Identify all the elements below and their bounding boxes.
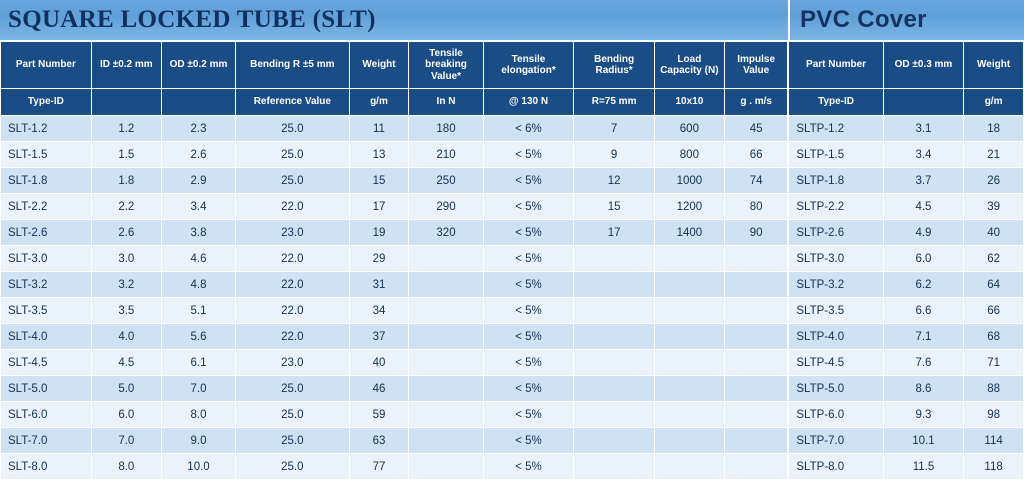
table-cell: 11 [349,116,409,142]
table-cell: SLT-1.8 [1,168,92,194]
table-cell: SLT-3.2 [1,272,92,298]
table-cell: < 5% [483,168,574,194]
table-cell: 10.1 [883,428,963,454]
table-cell [654,246,724,272]
table-cell [654,324,724,350]
table-cell: 17 [574,220,654,246]
table-cell: SLTP-4.0 [788,324,883,350]
table-cell: 25.0 [236,402,349,428]
table-cell [724,246,788,272]
subheader-od [161,89,235,116]
table-cell [724,350,788,376]
table-cell: 90 [724,220,788,246]
table-row [1,298,1024,324]
table-cell: 2.3 [161,116,235,142]
table-cell: 4.0 [91,324,161,350]
table-cell [724,324,788,350]
table-cell: 22.0 [236,298,349,324]
table-cell: SLT-2.2 [1,194,92,220]
table-cell: 62 [964,246,1024,272]
table-cell: < 5% [483,142,574,168]
subheader-pvc-od [883,89,963,116]
table-cell: 22.0 [236,246,349,272]
table-cell [654,376,724,402]
table-cell: 5.0 [91,376,161,402]
table-cell: 2.9 [161,168,235,194]
table-cell: 3.7 [883,168,963,194]
table-cell: 71 [964,350,1024,376]
table-cell: 7 [574,116,654,142]
table-cell [574,324,654,350]
table-cell [409,298,483,324]
table-cell [574,272,654,298]
col-header-bending-radius: Bending Radius* [574,42,654,89]
table-cell: < 5% [483,194,574,220]
table-cell: SLT-6.0 [1,402,92,428]
table-cell [724,298,788,324]
table-row [1,350,1024,376]
table-cell: 4.9 [883,220,963,246]
table-cell: SLTP-1.2 [788,116,883,142]
subheader-id [91,89,161,116]
table-cell: 11.5 [883,454,963,480]
subheader-elongation-cond: @ 130 N [483,89,574,116]
table-row [1,428,1024,454]
table-cell [574,246,654,272]
table-cell: 320 [409,220,483,246]
table-cell: 9 [574,142,654,168]
col-header-part-number: Part Number [1,42,92,89]
table-cell: < 5% [483,298,574,324]
table-cell: SLT-3.0 [1,246,92,272]
subheader-reference-value: Reference Value [236,89,349,116]
subheader-tensile-unit: In N [409,89,483,116]
table-cell: 8.6 [883,376,963,402]
table-cell [654,428,724,454]
table-cell: 22.0 [236,272,349,298]
col-header-tensile-breaking-value: Tensile breaking Value* [409,42,483,89]
table-cell [724,402,788,428]
table-cell: SLTP-8.0 [788,454,883,480]
table-cell: 6.0 [883,246,963,272]
table-cell: 3.8 [161,220,235,246]
table-cell: 114 [964,428,1024,454]
table-cell: 1200 [654,194,724,220]
table-cell [409,246,483,272]
table-cell [409,376,483,402]
table-cell: < 5% [483,246,574,272]
table-head [1,42,1024,116]
table-row [1,194,1024,220]
table-cell: SLT-3.5 [1,298,92,324]
table-cell: 10.0 [161,454,235,480]
table-cell: 118 [964,454,1024,480]
table-cell: SLT-1.2 [1,116,92,142]
table-cell: 3.5 [91,298,161,324]
table-cell: 15 [574,194,654,220]
table-cell: 39 [964,194,1024,220]
table-cell: 7.0 [161,376,235,402]
table-cell: 25.0 [236,428,349,454]
table-cell: 210 [409,142,483,168]
table-cell [409,272,483,298]
table-cell [409,402,483,428]
table-cell: 2.6 [161,142,235,168]
table-cell: SLT-2.6 [1,220,92,246]
title-left-section [0,0,790,40]
table-cell: < 5% [483,428,574,454]
table-cell: 80 [724,194,788,220]
table-cell: < 6% [483,116,574,142]
table-cell: 6.6 [883,298,963,324]
table-cell: 23.0 [236,350,349,376]
col-header-id: ID ±0.2 mm [91,42,161,89]
title-bar [0,0,1024,41]
table-cell: 13 [349,142,409,168]
table-cell [409,454,483,480]
table-cell: 3.4 [883,142,963,168]
table-cell: 5.1 [161,298,235,324]
table-cell: SLT-4.0 [1,324,92,350]
table-cell: < 5% [483,324,574,350]
table-cell: < 5% [483,220,574,246]
table-cell: < 5% [483,272,574,298]
table-cell: 15 [349,168,409,194]
table-cell: 600 [654,116,724,142]
table-cell: 1.5 [91,142,161,168]
table-cell: 8.0 [161,402,235,428]
table-cell: 3.4 [161,194,235,220]
table-row [1,246,1024,272]
table-cell [654,298,724,324]
table-cell: < 5% [483,350,574,376]
table-cell: SLTP-7.0 [788,428,883,454]
table-cell [409,428,483,454]
table-cell: 37 [349,324,409,350]
table-cell: 45 [724,116,788,142]
table-cell: 68 [964,324,1024,350]
table-cell [724,376,788,402]
table-cell: 88 [964,376,1024,402]
table-cell: 18 [964,116,1024,142]
col-header-tensile-elongation: Tensile elongation* [483,42,574,89]
col-header-od: OD ±0.2 mm [161,42,235,89]
table-cell: 7.6 [883,350,963,376]
table-cell: 250 [409,168,483,194]
table-cell: SLTP-3.2 [788,272,883,298]
table-cell: SLTP-5.0 [788,376,883,402]
table-cell [574,454,654,480]
col-header-impulse-value: Impulse Value [724,42,788,89]
table-cell: 12 [574,168,654,194]
table-cell: SLT-5.0 [1,376,92,402]
subheader-pvc-type-id: Type-ID [788,89,883,116]
table-row [1,142,1024,168]
table-cell: 4.8 [161,272,235,298]
col-header-load-capacity: Load Capacity (N) [654,42,724,89]
table-cell: 40 [349,350,409,376]
table-cell: 4.6 [161,246,235,272]
table-cell: 64 [964,272,1024,298]
table-cell: 29 [349,246,409,272]
table-cell: 21 [964,142,1024,168]
table-cell: 1.2 [91,116,161,142]
table-cell: 22.0 [236,194,349,220]
table-cell: 1000 [654,168,724,194]
table-cell: 7.0 [91,428,161,454]
table-row [1,116,1024,142]
table-cell [654,402,724,428]
table-cell: 2.6 [91,220,161,246]
table-cell: 25.0 [236,116,349,142]
page-title-left: SQUARE LOCKED TUBE (SLT) [8,6,376,33]
table-cell: 2.2 [91,194,161,220]
header-row [1,42,1024,89]
table-cell: < 5% [483,376,574,402]
title-right-section [790,0,1024,40]
table-cell: SLTP-2.6 [788,220,883,246]
table-cell [409,350,483,376]
table-cell: < 5% [483,402,574,428]
table-cell: 19 [349,220,409,246]
col-header-pvc-weight: Weight [964,42,1024,89]
table-cell [654,272,724,298]
table-cell: < 5% [483,454,574,480]
table-cell: 26 [964,168,1024,194]
table-cell: 180 [409,116,483,142]
col-header-weight: Weight [349,42,409,89]
table-cell: 6.2 [883,272,963,298]
table-cell: 46 [349,376,409,402]
subheader-bending-radius-cond: R=75 mm [574,89,654,116]
table-cell [654,454,724,480]
table-cell: SLTP-2.2 [788,194,883,220]
table-cell [574,376,654,402]
table-cell [724,272,788,298]
table-cell: 22.0 [236,324,349,350]
table-cell: SLT-8.0 [1,454,92,480]
table-cell: 25.0 [236,142,349,168]
table-cell: 1.8 [91,168,161,194]
table-cell: 6.0 [91,402,161,428]
table-cell: 4.5 [91,350,161,376]
subheader-load-capacity-cond: 10x10 [654,89,724,116]
table-cell: SLT-1.5 [1,142,92,168]
table-cell: 6.1 [161,350,235,376]
table-cell: 3.1 [883,116,963,142]
table-cell: 66 [724,142,788,168]
table-cell: 7.1 [883,324,963,350]
table-cell [409,324,483,350]
table-cell: 9.3 [883,402,963,428]
table-cell: SLTP-1.8 [788,168,883,194]
table-row [1,376,1024,402]
subheader-row [1,89,1024,116]
table-row [1,168,1024,194]
table-cell [724,428,788,454]
table-cell: 40 [964,220,1024,246]
col-header-bending-r: Bending R ±5 mm [236,42,349,89]
table-cell: 59 [349,402,409,428]
table-cell: SLTP-1.5 [788,142,883,168]
subheader-type-id: Type-ID [1,89,92,116]
table-cell: SLTP-4.5 [788,350,883,376]
table-cell: 77 [349,454,409,480]
table-cell: 3.2 [91,272,161,298]
table-cell [724,454,788,480]
table-cell: 25.0 [236,168,349,194]
table-row [1,272,1024,298]
table-cell: 74 [724,168,788,194]
table-cell: 66 [964,298,1024,324]
table-body [1,116,1024,480]
table-cell: 3.0 [91,246,161,272]
table-cell: 25.0 [236,454,349,480]
subheader-weight-unit: g/m [349,89,409,116]
table-cell: 290 [409,194,483,220]
table-cell: 4.5 [883,194,963,220]
col-header-pvc-part-number: Part Number [788,42,883,89]
table-cell: 25.0 [236,376,349,402]
table-cell: 98 [964,402,1024,428]
table-cell: 800 [654,142,724,168]
table-cell: 23.0 [236,220,349,246]
table-cell: 17 [349,194,409,220]
subheader-pvc-weight-unit: g/m [964,89,1024,116]
table-row [1,402,1024,428]
table-cell: 8.0 [91,454,161,480]
table-cell: 9.0 [161,428,235,454]
table-cell: SLTP-6.0 [788,402,883,428]
specs-table [0,41,1024,480]
table-cell [574,298,654,324]
table-row [1,220,1024,246]
table-cell [574,402,654,428]
table-cell [574,350,654,376]
table-cell [654,350,724,376]
table-cell [574,428,654,454]
table-cell: SLTP-3.0 [788,246,883,272]
table-cell: 5.6 [161,324,235,350]
col-header-pvc-od: OD ±0.3 mm [883,42,963,89]
table-cell: 1400 [654,220,724,246]
table-cell: SLT-7.0 [1,428,92,454]
table-cell: SLTP-3.5 [788,298,883,324]
table-row [1,454,1024,480]
table-cell: 31 [349,272,409,298]
table-row [1,324,1024,350]
table-cell: SLT-4.5 [1,350,92,376]
subheader-impulse-unit: g . m/s [724,89,788,116]
table-cell: 34 [349,298,409,324]
table-cell: 63 [349,428,409,454]
page-title-right: PVC Cover [800,6,927,33]
